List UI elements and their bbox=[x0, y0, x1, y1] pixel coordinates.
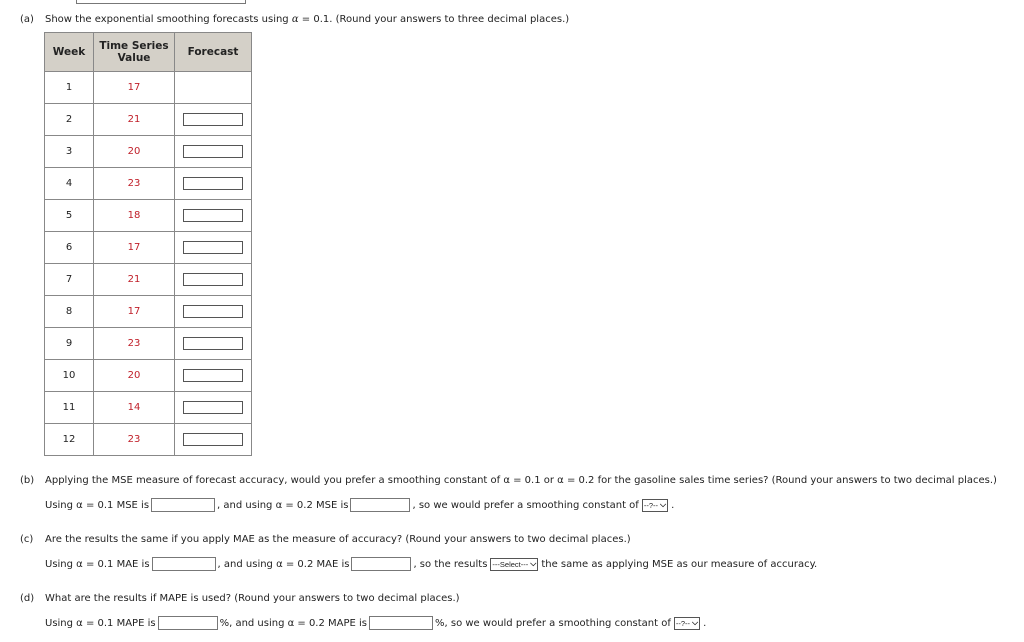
time-series-value-cell: 23 bbox=[94, 328, 175, 360]
week-cell: 3 bbox=[45, 136, 94, 168]
week-cell: 1 bbox=[45, 72, 94, 104]
forecast-input[interactable] bbox=[183, 209, 243, 222]
week-cell: 2 bbox=[45, 104, 94, 136]
forecast-cell bbox=[175, 392, 252, 424]
week-cell: 11 bbox=[45, 392, 94, 424]
part-c-answer-line: Using α = 0.1 MAE is , and using α = 0.2 MAE is , so the results ---Select--- ⌵ the same as applying MSE as our measure of accuracy. bbox=[45, 558, 818, 570]
part-b-question: (b) Applying the MSE measure of forecast accuracy, would you prefer a smoothing constant of α = 0.1 or α = 0.2 for the gasoline sales time series? (Round your answers to two decimal places.) bbox=[20, 475, 997, 486]
forecast-input[interactable] bbox=[183, 273, 243, 286]
part-a-question: (a) Show the exponential smoothing forecasts using α = 0.1. (Round your answers to three decimal places.) bbox=[20, 14, 570, 25]
part-a-tag: (a) bbox=[20, 14, 34, 25]
time-series-value-cell: 21 bbox=[94, 264, 175, 296]
table-row bbox=[45, 296, 252, 328]
forecast-cell bbox=[175, 104, 252, 136]
forecast-cell bbox=[175, 264, 252, 296]
forecast-input[interactable] bbox=[183, 113, 243, 126]
mse-alpha-01-input[interactable] bbox=[151, 498, 215, 512]
table-row bbox=[45, 168, 252, 200]
forecast-cell bbox=[175, 360, 252, 392]
top-input-edge bbox=[76, 0, 246, 4]
forecast-cell bbox=[175, 232, 252, 264]
forecast-cell bbox=[175, 72, 252, 104]
forecast-input[interactable] bbox=[183, 337, 243, 350]
table-row bbox=[45, 200, 252, 232]
results-same-select[interactable]: ---Select--- ⌵ bbox=[492, 559, 537, 569]
forecast-cell bbox=[175, 328, 252, 360]
week-cell: 4 bbox=[45, 168, 94, 200]
time-series-value-cell: 20 bbox=[94, 360, 175, 392]
week-cell: 9 bbox=[45, 328, 94, 360]
header-week: Week bbox=[45, 33, 94, 72]
mse-constant-select[interactable]: --?-- ⌵ bbox=[643, 500, 667, 510]
table-row bbox=[45, 424, 252, 456]
time-series-value-cell: 17 bbox=[94, 296, 175, 328]
forecast-input[interactable] bbox=[183, 433, 243, 446]
time-series-value-cell: 23 bbox=[94, 168, 175, 200]
week-cell: 6 bbox=[45, 232, 94, 264]
forecast-cell bbox=[175, 168, 252, 200]
week-cell: 7 bbox=[45, 264, 94, 296]
time-series-value-cell: 21 bbox=[94, 104, 175, 136]
table-row bbox=[45, 360, 252, 392]
chevron-down-icon: ⌵ bbox=[692, 618, 699, 627]
header-forecast: Forecast bbox=[175, 33, 252, 72]
forecast-input[interactable] bbox=[183, 145, 243, 158]
mae-alpha-02-input[interactable] bbox=[351, 557, 411, 571]
table-row bbox=[45, 392, 252, 424]
forecast-input[interactable] bbox=[183, 369, 243, 382]
forecast-cell bbox=[175, 136, 252, 168]
mape-alpha-02-input[interactable] bbox=[369, 616, 433, 630]
forecast-cell bbox=[175, 200, 252, 232]
time-series-value-cell: 17 bbox=[94, 232, 175, 264]
forecast-input[interactable] bbox=[183, 177, 243, 190]
chevron-down-icon: ⌵ bbox=[660, 500, 667, 509]
table-row bbox=[45, 136, 252, 168]
time-series-value-cell: 17 bbox=[94, 72, 175, 104]
time-series-value-cell: 20 bbox=[94, 136, 175, 168]
forecast-input[interactable] bbox=[183, 305, 243, 318]
chevron-down-icon: ⌵ bbox=[530, 559, 537, 568]
week-cell: 12 bbox=[45, 424, 94, 456]
time-series-value-cell: 23 bbox=[94, 424, 175, 456]
week-cell: 5 bbox=[45, 200, 94, 232]
time-series-value-cell: 14 bbox=[94, 392, 175, 424]
part-b-tag: (b) bbox=[20, 475, 35, 486]
table-row bbox=[45, 264, 252, 296]
forecast-cell bbox=[175, 296, 252, 328]
mape-alpha-01-input[interactable] bbox=[158, 616, 218, 630]
forecast-input[interactable] bbox=[183, 241, 243, 254]
mae-alpha-01-input[interactable] bbox=[152, 557, 216, 571]
week-cell: 8 bbox=[45, 296, 94, 328]
part-c-question: (c) Are the results the same if you apply MAE as the measure of accuracy? (Round your answers to two decimal places.) bbox=[20, 534, 631, 545]
mse-alpha-02-input[interactable] bbox=[350, 498, 410, 512]
table-row bbox=[45, 104, 252, 136]
forecast-cell bbox=[175, 424, 252, 456]
table-row bbox=[45, 328, 252, 360]
table-row bbox=[45, 72, 252, 104]
header-time-series-value: Time Series Value bbox=[94, 33, 175, 72]
forecast-input[interactable] bbox=[183, 401, 243, 414]
part-d-question: (d) What are the results if MAPE is used? (Round your answers to two decimal places.) bbox=[20, 593, 460, 604]
time-series-value-cell: 18 bbox=[94, 200, 175, 232]
forecast-table bbox=[44, 32, 252, 456]
week-cell: 10 bbox=[45, 360, 94, 392]
part-c-tag: (c) bbox=[20, 534, 34, 545]
part-d-answer-line: Using α = 0.1 MAPE is %, and using α = 0.2 MAPE is %, so we would prefer a smoothing constant of --?-- ⌵ . bbox=[45, 617, 707, 629]
mape-constant-select[interactable]: --?-- ⌵ bbox=[675, 618, 699, 628]
table-row bbox=[45, 232, 252, 264]
part-b-answer-line: Using α = 0.1 MSE is , and using α = 0.2 MSE is , so we would prefer a smoothing constant of --?-- ⌵ . bbox=[45, 499, 675, 511]
part-d-tag: (d) bbox=[20, 593, 35, 604]
